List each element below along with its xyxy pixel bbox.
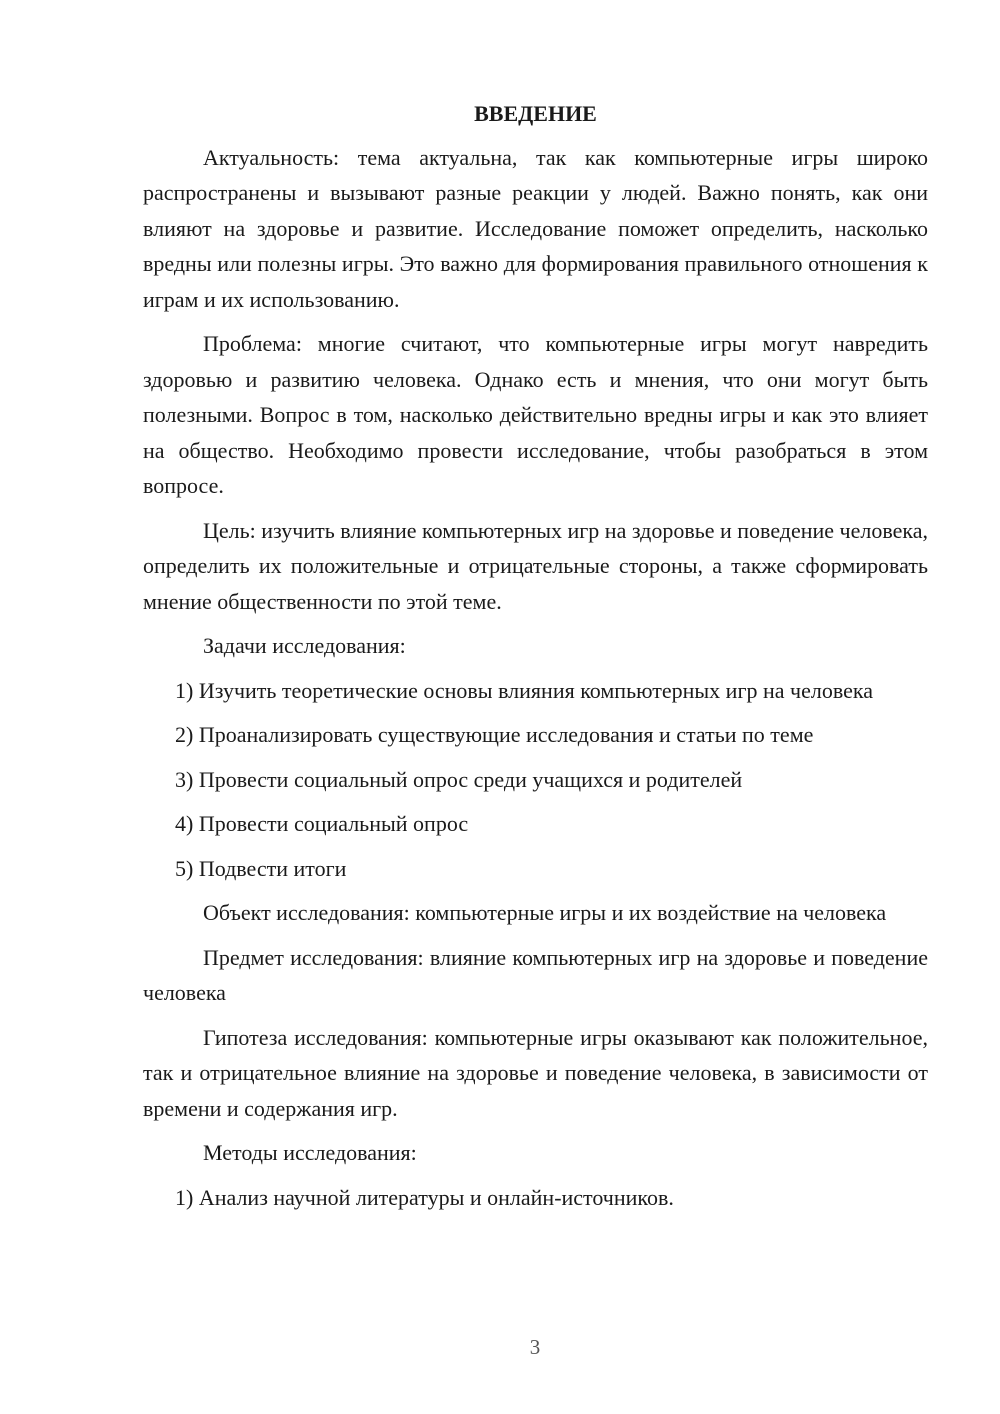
page-number: 3 bbox=[529, 1335, 541, 1359]
paragraph-goal: Цель: изучить влияние компьютерных игр на здоровье и поведение человека, определить их положительные и отрицательные стороны, а также сформировать мнение общественности по этой теме. bbox=[143, 517, 929, 614]
paragraph-object: Объект исследования: компьютерные игры и их воздействие на человека bbox=[203, 900, 887, 925]
document-page bbox=[143, 96, 928, 1224]
task-item-1: 1) Изучить теоретические основы влияния компьютерных игр на человека bbox=[175, 677, 873, 703]
paragraph-tasks-heading: Задачи исследования: bbox=[203, 633, 406, 658]
paragraph-methods-heading: Методы исследования: bbox=[203, 1140, 417, 1165]
task-item-4: 4) Провести социальный опрос bbox=[175, 811, 469, 836]
method-item-1: 1) Анализ научной литературы и онлайн-источников. bbox=[175, 1184, 674, 1210]
paragraph-relevance: Актуальность: тема актуальна, так как компьютерные игры широко распространены и вызывают разные реакции у людей. Важно понять, как они влияют на здоровье и развитие. Исследование поможет определить, насколько вредны или полезны игры. Это важно для формирования правильного отношения к играм и их использованию. bbox=[143, 144, 928, 312]
section-title: ВВЕДЕНИЕ bbox=[474, 101, 597, 126]
paragraph-hypothesis: Гипотеза исследования: компьютерные игры оказывают как положительное, так и отрицательное влияние на здоровье и поведение человека, в зависимости от времени и содержания игр. bbox=[143, 1024, 928, 1121]
task-item-2: 2) Проанализировать существующие исследования и статьи по теме bbox=[175, 722, 814, 747]
task-item-5: 5) Подвести итоги bbox=[175, 855, 347, 881]
task-item-3: 3) Провести социальный опрос среди учащихся и родителей bbox=[175, 766, 743, 792]
paragraph-subject: Предмет исследования: влияние компьютерных игр на здоровье и поведение человека bbox=[143, 944, 928, 1005]
paragraph-problem: Проблема: многие считают, что компьютерные игры могут навредить здоровью и развитию человека. Однако есть и мнения, что они могут быть полезными. Вопрос в том, насколько действительно вредны игры и как это влияет на общество. Необходимо провести исследование, чтобы разобраться в этом вопросе. bbox=[143, 331, 928, 498]
